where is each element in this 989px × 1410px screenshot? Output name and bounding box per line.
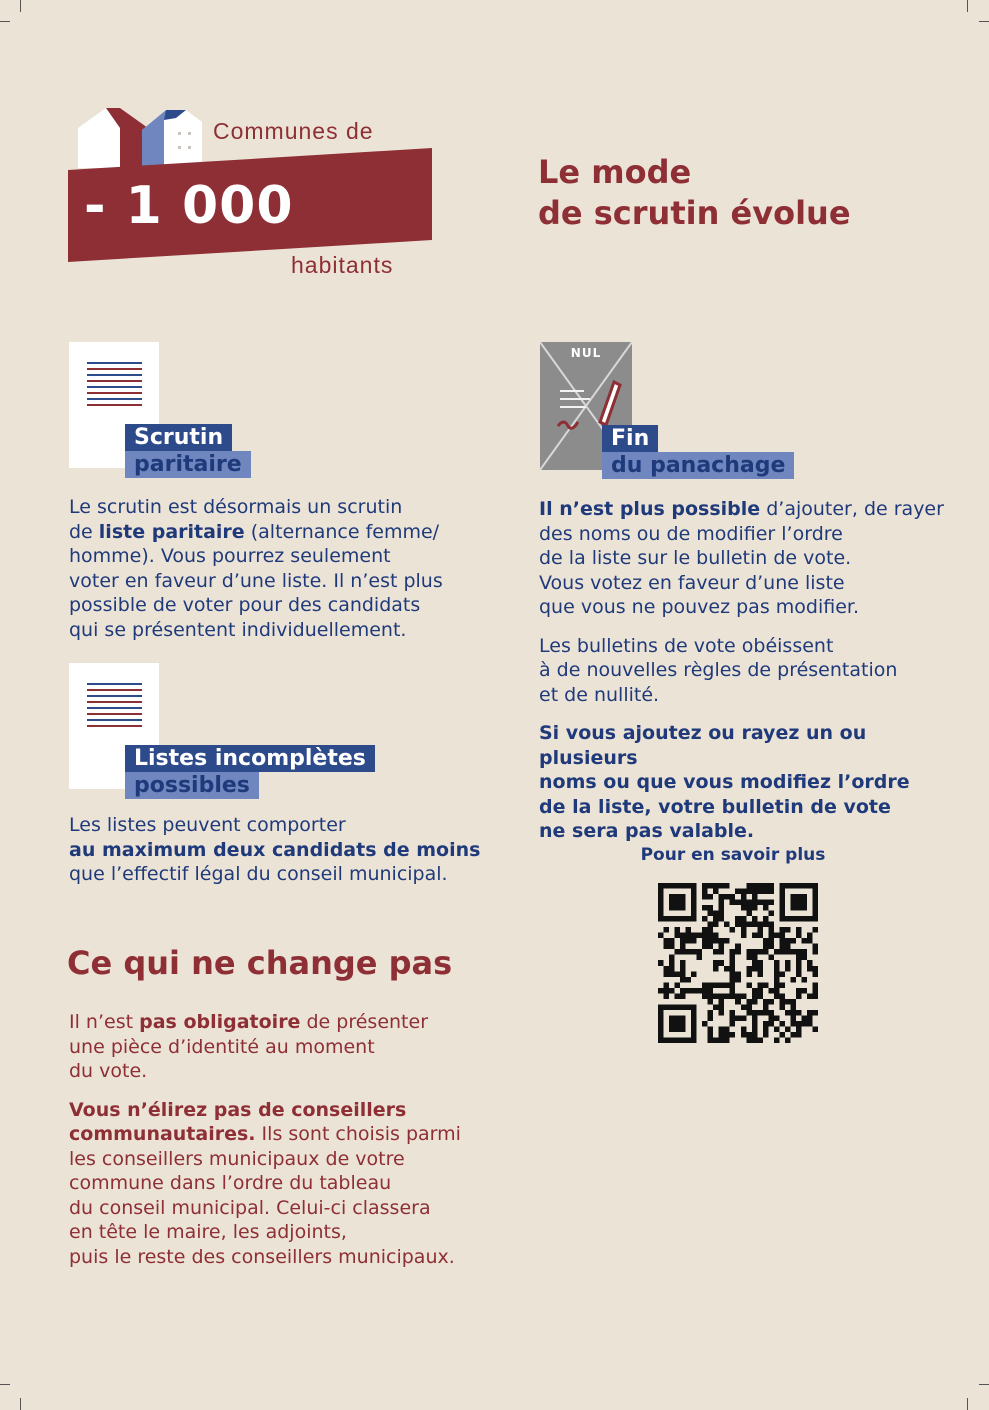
text-line: que vous ne pouvez pas modifier.: [539, 596, 860, 618]
text-line: en tête le maire, les adjoints,: [69, 1221, 347, 1243]
text-line: et de nullité.: [539, 683, 660, 706]
label-line: Scrutin: [125, 424, 232, 451]
text-line: Vous votez en faveur d’une liste: [539, 571, 845, 594]
communes-de-label: Communes de: [213, 118, 374, 144]
text-line: possible de voter pour des candidats: [69, 594, 421, 616]
label-line: paritaire: [125, 451, 251, 478]
text-line: [539, 795, 959, 820]
text-emphasis: de la liste, votre bulletin de vote: [539, 795, 891, 818]
page-title: [538, 152, 851, 234]
text-emphasis: pas obligatoire: [139, 1011, 301, 1033]
fin-panachage-label: [602, 425, 794, 479]
ce-qui-ne-change-pas-text: [69, 1010, 499, 1269]
text-fragment: de: [69, 520, 99, 543]
text-fragment: Ils sont choisis parmi: [255, 1123, 461, 1145]
text-line: [539, 819, 959, 844]
listes-incompletes-text: [69, 813, 499, 887]
text-line: qui se présentent individuellement.: [69, 618, 407, 641]
text-emphasis: Si vous ajoutez ou rayez un ou plusieurs: [539, 722, 867, 769]
crop-mark: [979, 1384, 989, 1385]
text-line: les conseillers municipaux de votre: [69, 1147, 405, 1170]
more-info-label: Pour en savoir plus: [640, 845, 826, 865]
section-heading: Ce qui ne change pas: [67, 944, 453, 982]
nul-label: NUL: [570, 346, 602, 360]
text-fragment: d’ajouter, de rayer: [760, 498, 944, 520]
text-line: du vote.: [69, 1060, 148, 1082]
crop-mark: [967, 1398, 968, 1410]
crop-mark: [967, 0, 968, 12]
text-line: commune dans l’ordre du tableau: [69, 1172, 392, 1194]
scrutin-paritaire-label: [125, 424, 251, 478]
text-emphasis: Il n’est plus possible: [539, 498, 761, 520]
text-emphasis: au maximum deux candidats de moins: [69, 838, 481, 861]
label-line: Listes incomplètes: [125, 745, 375, 772]
label-line: possibles: [125, 772, 259, 799]
text-line: [69, 1010, 499, 1035]
text-line: [539, 721, 959, 770]
listes-incompletes-label: [125, 745, 375, 799]
text-line: homme). Vous pourrez seulement: [69, 545, 391, 567]
text-emphasis: ne sera pas valable.: [539, 820, 755, 842]
crop-mark: [0, 1384, 10, 1385]
text-line: des noms ou de modifier l’ordre: [539, 522, 843, 545]
text-line: Le scrutin est désormais un scrutin: [69, 496, 403, 518]
text-fragment: (alternance femme/: [244, 520, 440, 543]
qr-code-icon[interactable]: [658, 883, 818, 1043]
crop-mark: [979, 21, 989, 22]
label-line: Fin: [602, 425, 658, 452]
text-emphasis: communautaires.: [69, 1123, 256, 1145]
text-emphasis: Vous n’élirez pas de conseillers: [69, 1098, 407, 1121]
label-line: du panachage: [602, 452, 794, 479]
text-emphasis: liste paritaire: [98, 520, 245, 543]
crop-mark: [20, 1398, 21, 1410]
text-line: [69, 1098, 499, 1123]
text-line: puis le reste des conseillers municipaux.: [69, 1245, 455, 1268]
page-title-line: de scrutin évolue: [538, 194, 851, 232]
commune-logo: [66, 100, 446, 285]
fin-panachage-text: [539, 497, 959, 844]
text-fragment: de présenter: [300, 1011, 429, 1033]
text-line: [69, 1122, 499, 1147]
text-line: de la liste sur le bulletin de vote.: [539, 547, 852, 569]
text-line: voter en faveur d’une liste. Il n’est plus: [69, 569, 443, 592]
text-emphasis: noms ou que vous modifiez l’ordre: [539, 771, 910, 793]
scrutin-paritaire-text: [69, 495, 489, 642]
text-line: [69, 520, 489, 545]
text-line: [539, 770, 959, 795]
text-fragment: Il n’est: [69, 1011, 140, 1033]
crop-mark: [0, 21, 10, 22]
text-line: du conseil municipal. Celui-ci classera: [69, 1196, 431, 1219]
text-line: Les listes peuvent comporter: [69, 814, 346, 836]
text-line: Les bulletins de vote obéissent: [539, 634, 834, 657]
text-line: [69, 838, 499, 863]
text-line: que l’effectif légal du conseil municipal.: [69, 863, 448, 885]
crop-mark: [20, 0, 21, 12]
page-title-line: Le mode: [538, 153, 692, 191]
text-line: une pièce d’identité au moment: [69, 1035, 375, 1058]
text-line: à de nouvelles règles de présentation: [539, 659, 898, 681]
big-number: - 1 000: [84, 176, 294, 236]
text-line: [539, 497, 959, 522]
habitants-label: habitants: [291, 252, 394, 278]
